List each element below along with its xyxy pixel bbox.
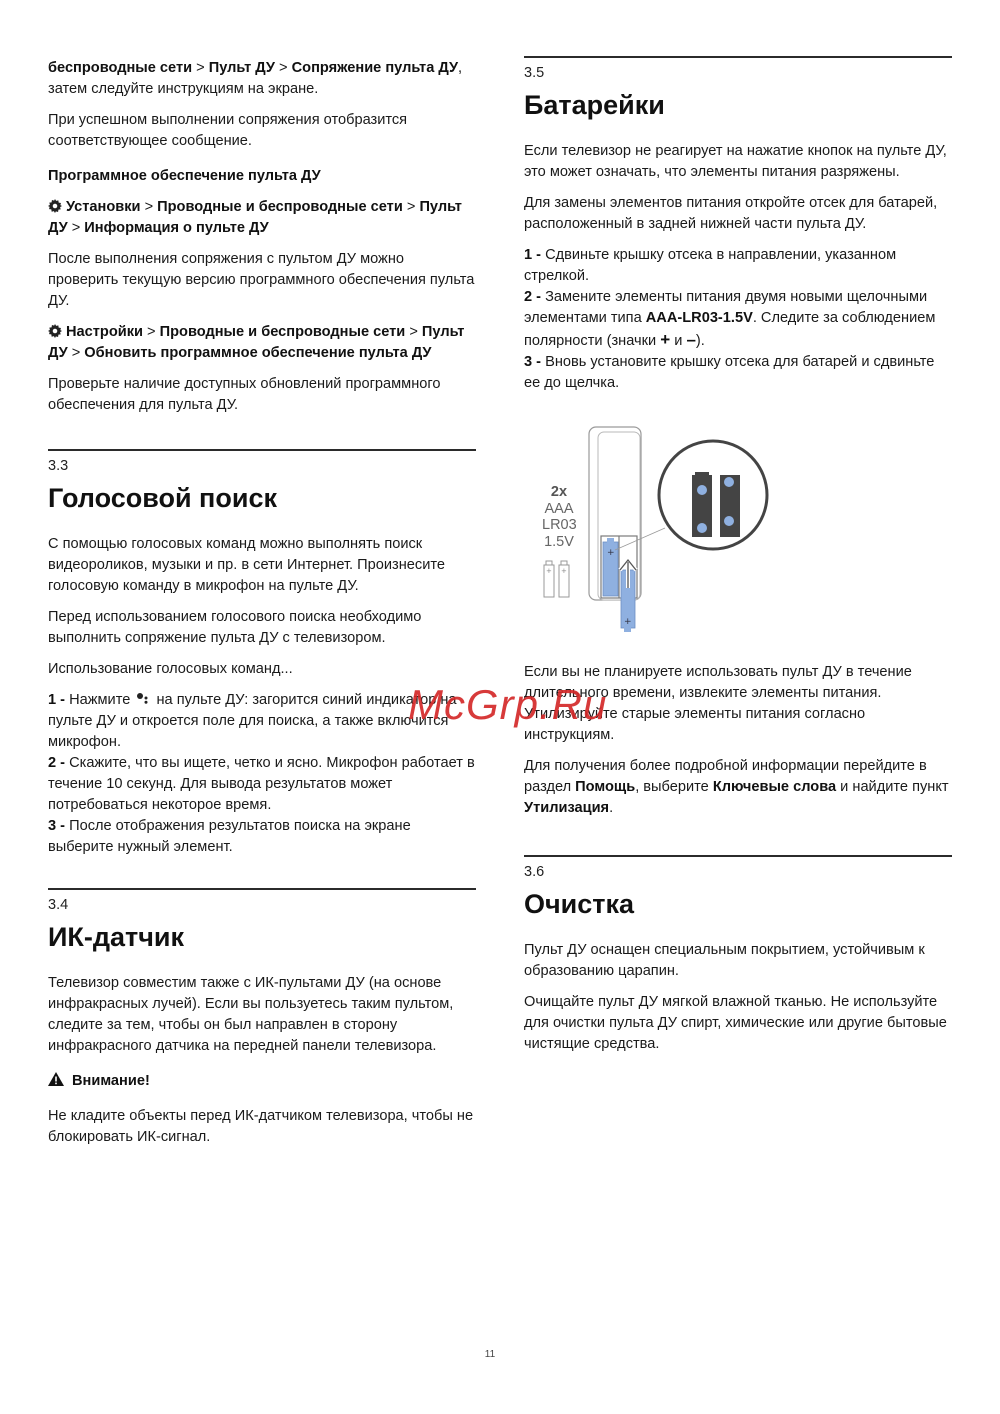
paragraph: Для замены элементов питания откройте отсек для батарей, расположенный в задней нижней части пульта ДУ. <box>524 195 938 232</box>
path-part: беспроводные сети <box>48 60 193 76</box>
section-cleaning <box>524 855 952 1055</box>
svg-text:+: + <box>624 617 632 627</box>
section-title: Голосовой поиск <box>48 483 277 513</box>
svg-text:+: + <box>607 548 615 558</box>
page-number: 11 <box>484 1349 496 1360</box>
step-3: 3 - Вновь установите крышку отсека для батарей и сдвиньте ее до щелчка. <box>524 354 935 391</box>
step-3: 3 - После отображения результатов поиска на экране выберите нужный элемент. <box>48 818 411 855</box>
watermark: McGrp.Ru <box>408 681 608 728</box>
section-ir-sensor <box>48 888 476 1148</box>
step-1: 1 - Сдвиньте крышку отсека в направлении, указанном стрелкой. <box>524 247 897 284</box>
section-title: Очистка <box>524 889 635 919</box>
path-continuation: затем следуйте инструкциям на экране. <box>48 81 319 97</box>
battery-replacement-illustration <box>530 420 780 640</box>
software-info-text: После выполнения сопряжения с пультом ДУ можно проверить текущую версию программного обеспечения пульта ДУ. <box>48 251 475 309</box>
warning-icon <box>48 1072 64 1086</box>
section-divider <box>48 888 476 890</box>
svg-text:+: + <box>561 567 567 575</box>
path-part: Сопряжение пульта ДУ <box>291 60 459 76</box>
section-divider <box>48 449 476 451</box>
section-number: 3.4 <box>48 897 69 913</box>
paragraph: Если вы не планируете использовать пульт ДУ в течение длительного времени, извлеките элементы питания. Утилизируйте старые элементы питания согласно инструкциям. <box>524 664 912 743</box>
warning-heading: Внимание! <box>48 1071 476 1092</box>
paragraph: Очищайте пульт ДУ мягкой влажной тканью. Не используйте для очистки пульта ДУ спирт, химические или другие бытовые чистящие средства. <box>524 994 947 1052</box>
battery-disposal <box>524 662 952 819</box>
paragraph: Использование голосовых команд... <box>48 661 293 677</box>
svg-text:+: + <box>546 567 552 575</box>
paragraph: Пульт ДУ оснащен специальным покрытием, устойчивым к образованию царапин. <box>524 942 925 979</box>
path-part: Пульт ДУ <box>208 60 275 76</box>
section-number: 3.6 <box>524 864 545 880</box>
section-title: Батарейки <box>524 90 665 120</box>
plus-icon: + <box>660 330 671 349</box>
success-text: При успешном выполнении сопряжения отобразится соответствующее сообщение. <box>48 112 408 149</box>
section-divider <box>524 56 952 58</box>
gear-icon <box>48 199 62 213</box>
warning-text: Не кладите объекты перед ИК-датчиком телевизора, чтобы не блокировать ИК-сигнал. <box>48 1108 474 1145</box>
battery-spec-label: 2x AAA LR03 1.5V <box>542 484 577 550</box>
paragraph: Телевизор совместим также с ИК-пультами ДУ (на основе инфракрасных лучей). Если вы пользуетесь таким пультом, следите за тем, чтобы он был направлен в сторону инфракрасного датчика на передней панели телевизора. <box>48 975 454 1054</box>
voice-assistant-icon <box>136 692 150 704</box>
software-heading: Программное обеспечение пульта ДУ <box>48 168 321 184</box>
section-number: 3.5 <box>524 65 545 81</box>
pairing-intro: беспроводные сети > Пульт ДУ > Сопряжение пульта ДУ, затем следуйте инструкциям на экране. При успешном выполнении сопряжения отобразится соответствующее сообщение. Программное обеспечение пульта ДУ Установки > Проводные и беспроводные сети > Пульт ДУ > Информация о пульте ДУ После выполнения сопряжения с пультом ДУ можно проверить текущую версию программного обеспечения пульта ДУ. Настройки > Проводные и беспроводные сети > Пульт ДУ > Обновить программное обеспечение пульта ДУ Проверьте наличие доступных обновлений программного обеспечения для пульта ДУ. <box>48 58 476 416</box>
section-batteries <box>524 56 952 394</box>
paragraph: С помощью голосовых команд можно выполнять поиск видеороликов, музыки и пр. в сети Интернет. Произнесите голосовую команду в микрофон на пульте ДУ. <box>48 536 445 594</box>
step-2: 2 - Скажите, что вы ищете, четко и ясно. Микрофон работает в течение 10 секунд. Для вывода результатов может потребоваться некоторое время. <box>48 755 475 813</box>
gear-icon <box>48 324 62 338</box>
minus-icon: – <box>686 330 696 349</box>
software-update-text: Проверьте наличие доступных обновлений программного обеспечения для пульта ДУ. <box>48 376 441 413</box>
section-voice-search <box>48 449 476 858</box>
settings-path-update: Настройки > Проводные и беспроводные сети > Пульт ДУ > Обновить программное обеспечение пульта ДУ <box>48 324 465 361</box>
section-divider <box>524 855 952 857</box>
section-title: ИК-датчик <box>48 922 185 952</box>
paragraph: Перед использованием голосового поиска необходимо выполнить сопряжение пульта ДУ с телевизором. <box>48 609 422 646</box>
paragraph: Если телевизор не реагирует на нажатие кнопок на пульте ДУ, это может означать, что элементы питания разряжены. <box>524 143 947 180</box>
step-1: 1 - Нажмите на пульте ДУ: загорится синий индикатор на пульте ДУ и откроется поле для поиска, а также включится микрофон. <box>48 692 457 750</box>
settings-path-info: Установки > Проводные и беспроводные сети > Пульт ДУ > Информация о пульте ДУ <box>48 199 462 236</box>
section-number: 3.3 <box>48 458 69 474</box>
step-2: 2 - Замените элементы питания двумя новыми щелочными элементами типа AAA-LR03-1.5V. Следите за соблюдением полярности (значки + и –). <box>524 289 936 349</box>
help-reference: Для получения более подробной информации перейдите в раздел Помощь, выберите Ключевые слова и найдите пункт Утилизация. <box>524 758 949 816</box>
